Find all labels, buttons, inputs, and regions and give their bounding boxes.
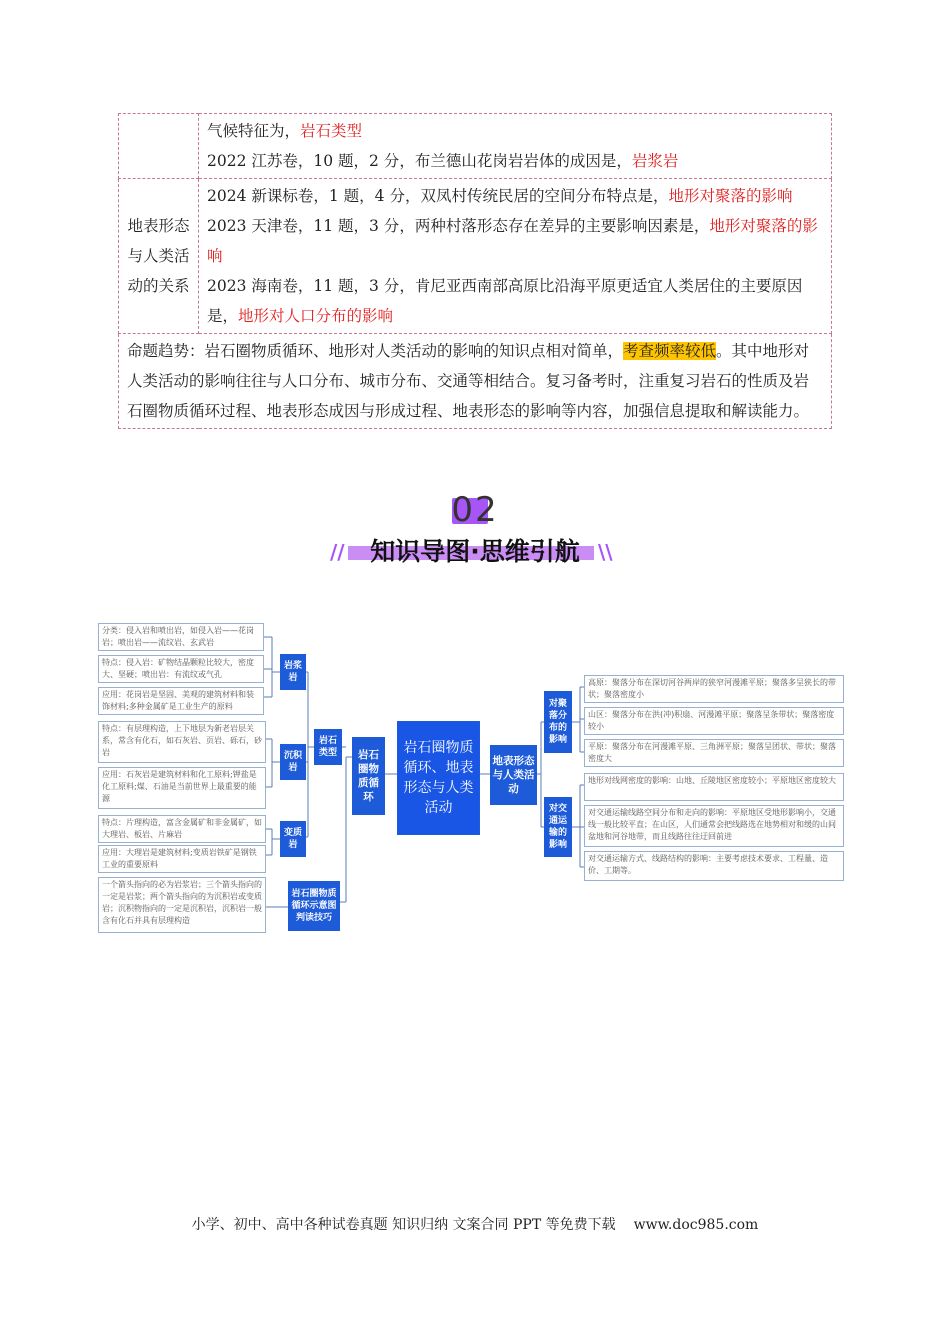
metamorphic-rock-node: 变质岩: [280, 821, 306, 857]
igneous-rock-node: 岩浆岩: [280, 654, 306, 690]
landform-human-main-node: 地表形态与人类活动: [490, 745, 537, 805]
footer-text: 小学、初中、高中各种试卷真题 知识归纳 文案合同 PPT 等免费下载: [191, 1217, 616, 1233]
footer-site: www.doc985.com: [633, 1217, 759, 1233]
trend-cell: 命题趋势：岩石圈物质循环、地形对人类活动的影响的知识点相对简单，考查频率较低。其中地形对人类活动的影响往往与人口分布、城市分布、交通等相结合。复习备考时，注重复习岩石的性质及岩石圈物质循环过程、地表形态成因与形成过程、地表形态的影响等内容，加强信息提取和解读能力。: [119, 334, 832, 429]
cycle-tips-node: 岩石圈物质循环示意图判读技巧: [288, 881, 340, 931]
settlement-influence-node: 对聚落分布的影响: [544, 691, 572, 753]
igneous-classification-note: 分类：侵入岩和喷出岩，如侵入岩——花岗岩；喷出岩——流纹岩、玄武岩: [98, 623, 264, 651]
table-content-cell: [199, 114, 832, 179]
network-density-note: 地形对线网密度的影响：山地、丘陵地区密度较小；平原地区密度较大: [584, 773, 844, 801]
exam-line: 2024 新课标卷，1 题，4 分，双凤村传统民居的空间分布特点是，地形对聚落的影响: [207, 187, 793, 205]
transport-influence-node: 对交通运输的影响: [544, 797, 572, 857]
table-row: [119, 334, 832, 429]
sedimentary-feature-note: 特点：有层理构造，上下地层为新老岩层关系，常含有化石，如石灰岩、页岩、砾石，砂岩: [98, 721, 266, 763]
table-row: [119, 179, 832, 334]
section-title: 知识导图·思维引航: [370, 537, 580, 566]
sedimentary-rock-node: 沉积岩: [280, 744, 306, 780]
transport-mode-note: 对交通运输方式、线路结构的影响：主要考虑技术要求、工程量、造价、工期等。: [584, 851, 844, 881]
metamorphic-feature-note: 特点：片理构造，富含金属矿和非金属矿，如大理岩、板岩、片麻岩: [98, 815, 266, 843]
table-row: [119, 114, 832, 179]
mountain-settlement-note: 山区：聚落分布在洪(冲)积扇、河漫滩平原；聚落呈条带状；聚落密度较小: [584, 707, 844, 735]
cycle-tips-note: 一个箭头指向的必为岩浆岩；三个箭头指向的一定是岩浆；两个箭头指向的为沉积岩或变质岩；沉积物指向的一定是沉积岩，沉积岩一般含有化石并具有层理构造: [98, 877, 266, 933]
exam-line: 2023 海南卷，11 题，3 分，肯尼亚西南部高原比沿海平原更适宜人类居住的主要原因是，地形对人口分布的影响: [207, 277, 803, 325]
sedimentary-application-note: 应用：石灰岩是建筑材料和化工原料;钾盐是化工原料;煤、石油是当前世界上最重要的能源: [98, 767, 266, 809]
plain-settlement-note: 平原：聚落分布在河漫滩平原、三角洲平原；聚落呈团状、带状；聚落密度大: [584, 739, 844, 767]
page-footer: [0, 1214, 950, 1234]
exam-line: 气候特征为，岩石类型: [207, 122, 363, 140]
mind-map: [94, 617, 848, 935]
route-distribution-note: 对交通运输线路空间分布和走向的影响：平原地区受地形影响小，交通线一般比较平直；在山区，人们通常会把线路选在地势相对和缓的山间盆地和河谷地带，而且线路往往迂回前进: [584, 805, 844, 847]
rock-cycle-main-node: 岩石圈物质循环: [352, 737, 385, 815]
table-label-cell: [119, 114, 199, 179]
exam-table: [118, 113, 832, 429]
table-content-cell: [199, 179, 832, 334]
slash-right-decoration: \\: [598, 540, 613, 564]
exam-line: 2023 天津卷，11 题，3 分，两种村落形态存在差异的主要影响因素是，地形对聚落的影响: [207, 217, 818, 265]
highlight-text: 考查频率较低: [623, 342, 717, 360]
slash-left-decoration: //: [330, 540, 345, 564]
plateau-settlement-note: 高原：聚落分布在深切河谷两岸的狭窄河漫滩平原；聚落多呈狭长的带状；聚落密度小: [584, 675, 844, 703]
rock-type-node: 岩石类型: [314, 729, 342, 765]
igneous-feature-note: 特点：侵入岩：矿物结晶颗粒比较大，密度大、坚硬；喷出岩：有流纹或气孔: [98, 655, 264, 683]
section-number: 02: [451, 490, 499, 530]
igneous-application-note: 应用：花岗岩是坚固、美观的建筑材料和装饰材料;多种金属矿是工业生产的原料: [98, 687, 264, 715]
metamorphic-application-note: 应用：大理岩是建筑材料;变质岩铁矿是钢铁工业的重要原料: [98, 845, 266, 873]
table-label-cell: 地表形态与人类活动的关系: [119, 179, 199, 334]
central-topic-node: 岩石圈物质循环、地表形态与人类活动: [397, 721, 480, 835]
exam-line: 2022 江苏卷，10 题，2 分，布兰德山花岗岩岩体的成因是，岩浆岩: [207, 152, 679, 170]
